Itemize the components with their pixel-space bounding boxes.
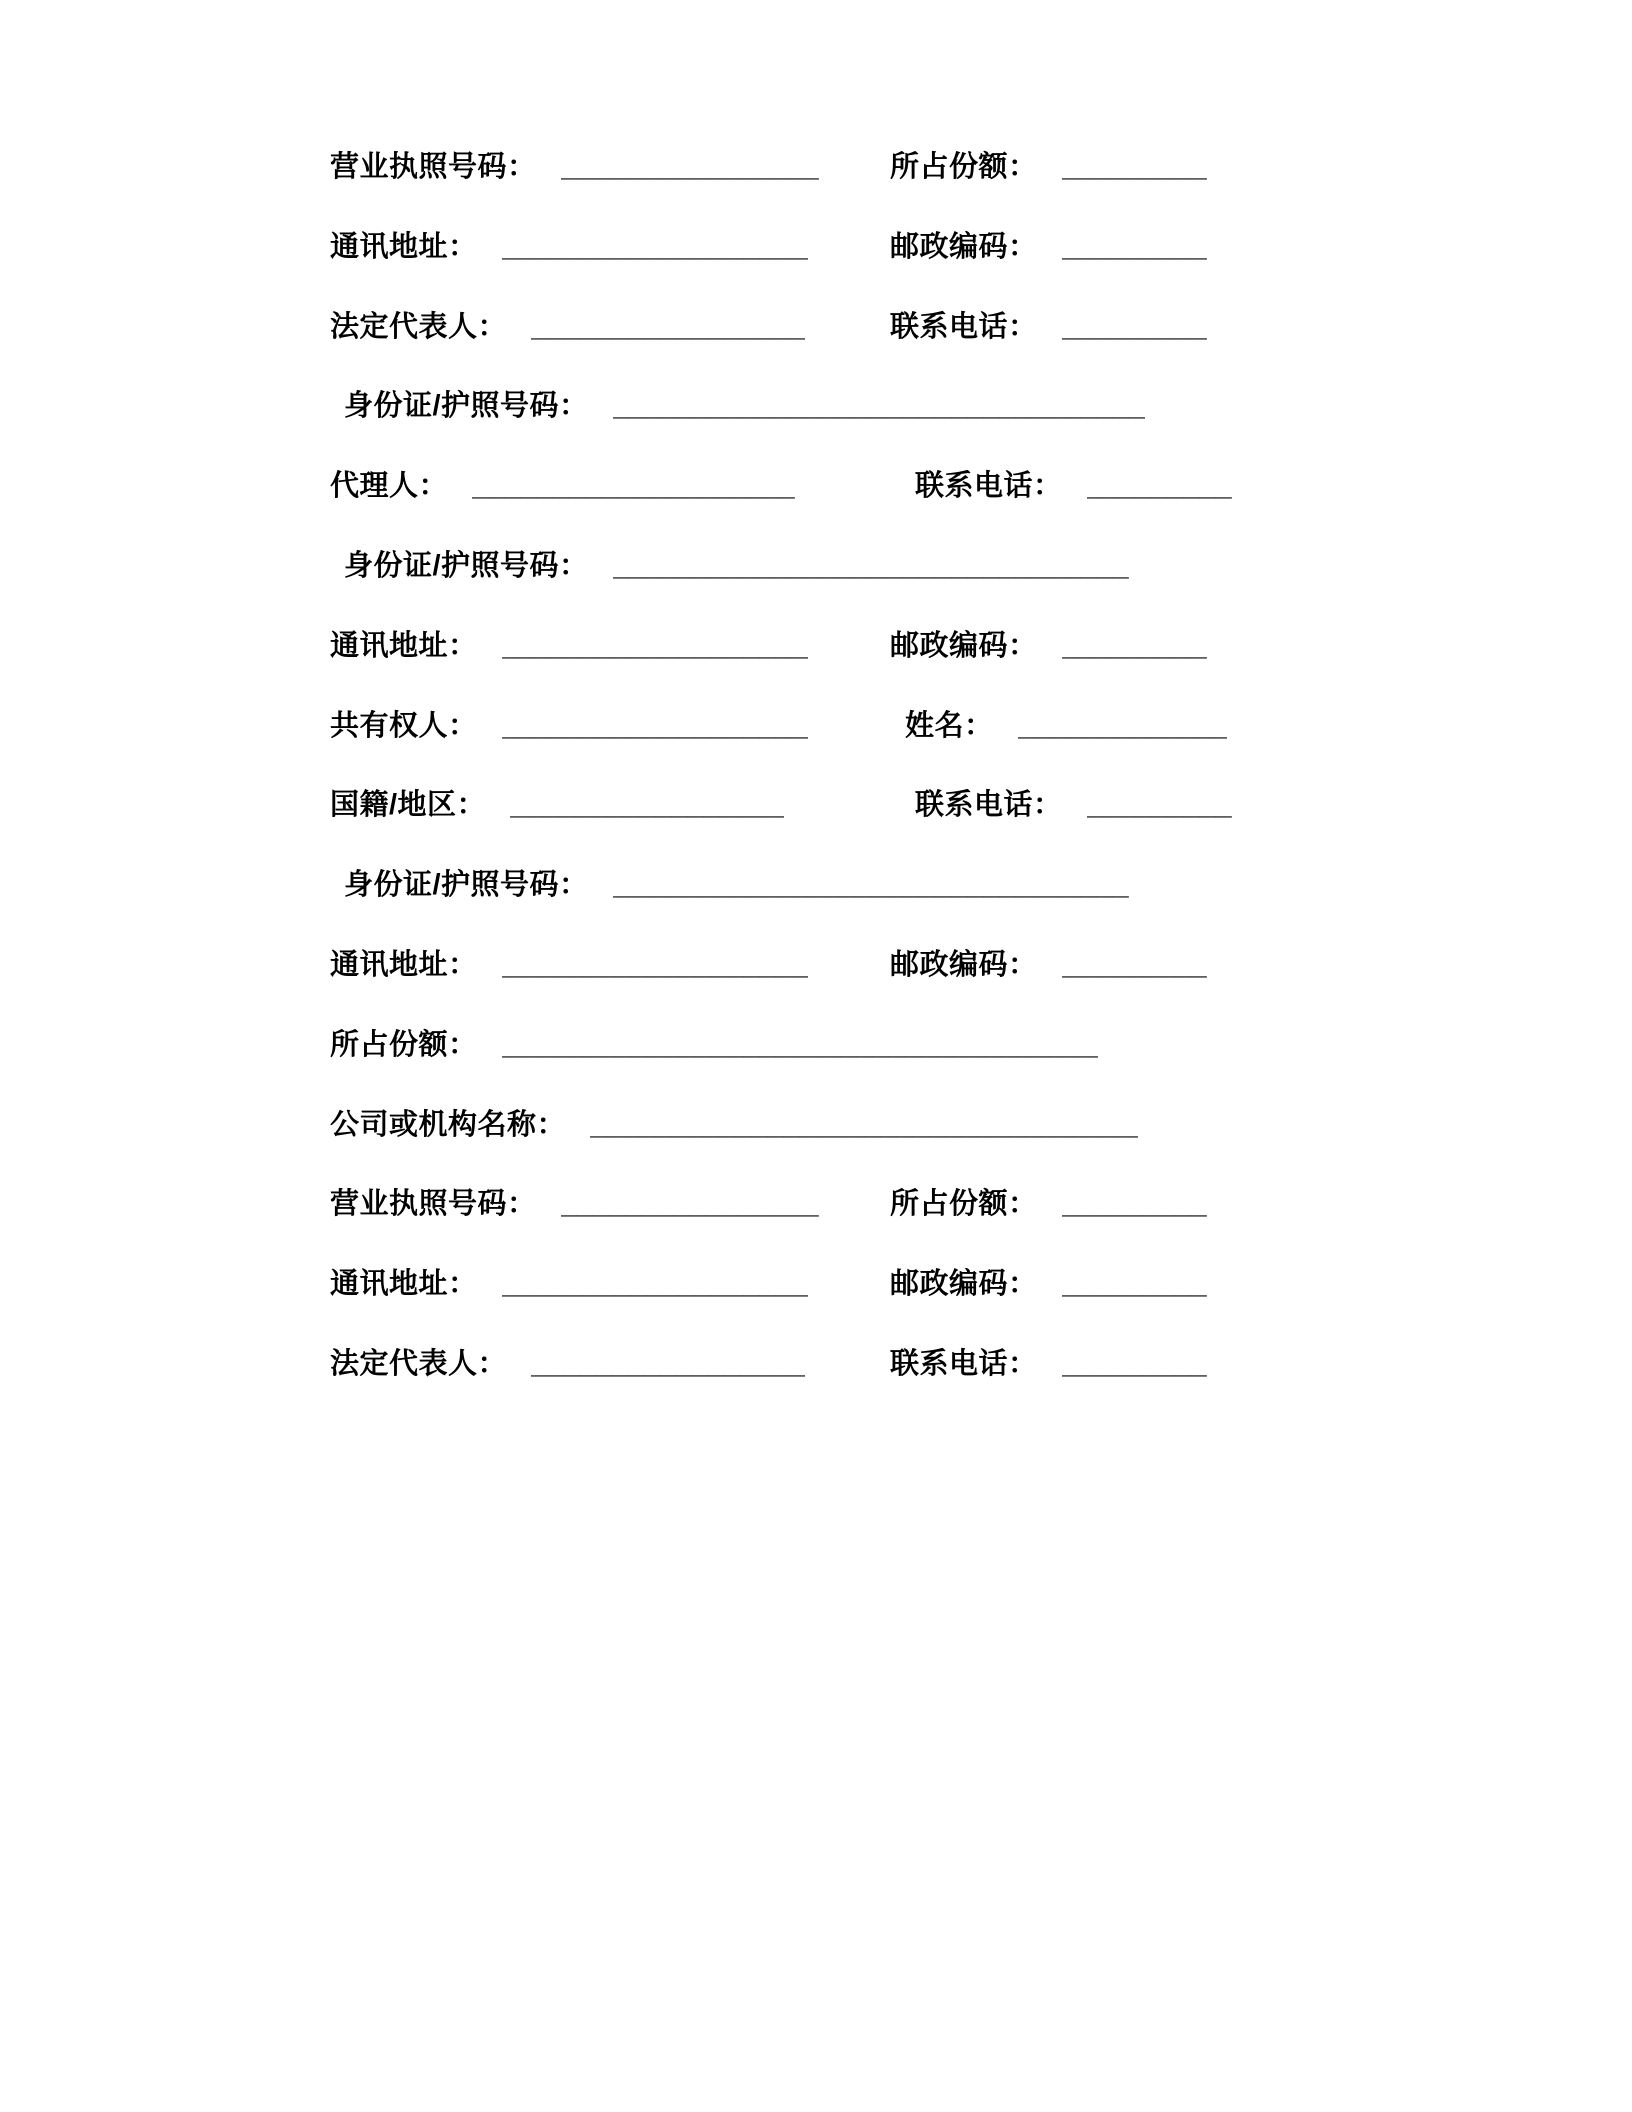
field-agent-name: [330, 469, 915, 504]
label-nationality-region: 国籍/地区：: [330, 789, 487, 822]
label-company-contact-phone: 联系电话：: [890, 1347, 1038, 1380]
form-row-business-license: [330, 150, 1462, 185]
form-row-legal-representative: [330, 310, 1462, 345]
field-co-owner-postal-code: [890, 948, 1207, 983]
label-co-owner: 共有权人：: [330, 709, 478, 742]
blank-agent-contact-phone[interactable]: _________: [1086, 470, 1232, 503]
blank-nationality-region[interactable]: _________________: [510, 789, 785, 822]
label-company-mailing-address: 通讯地址：: [330, 1268, 478, 1301]
field-co-owner: [330, 709, 905, 744]
label-agent-mailing-address: 通讯地址：: [330, 629, 478, 662]
field-agent-id-passport-number: [344, 549, 1129, 584]
form-row-company-mailing-address: [330, 1267, 1462, 1302]
field-company-mailing-address: [330, 1267, 890, 1302]
field-co-owner-id-passport-number: [344, 868, 1129, 903]
field-co-owner-contact-phone: [915, 788, 1232, 823]
label-id-passport-number: 身份证/护照号码：: [344, 390, 589, 423]
field-legal-representative: [330, 310, 890, 345]
label-postal-code: 邮政编码：: [890, 230, 1038, 263]
blank-co-owner-share-proportion[interactable]: _____________________________________: [501, 1028, 1099, 1061]
form-row-co-owner-share-proportion: [330, 1028, 1462, 1063]
field-nationality-region: [330, 788, 915, 823]
form-row-mailing-address: [330, 230, 1462, 265]
form-row-agent-id-passport: [330, 549, 1462, 584]
blank-company-business-license-number[interactable]: ________________: [560, 1188, 819, 1221]
label-legal-representative: 法定代表人：: [330, 310, 508, 343]
form-field-list: [330, 150, 1462, 1382]
form-row-agent: [330, 469, 1462, 504]
field-company-share-proportion: [890, 1187, 1207, 1222]
field-postal-code: [890, 230, 1207, 265]
blank-agent-name[interactable]: ____________________: [472, 470, 795, 503]
label-company-legal-representative: 法定代表人：: [330, 1347, 508, 1380]
label-co-owner-postal-code: 邮政编码：: [890, 948, 1038, 981]
field-agent-mailing-address: [330, 629, 890, 664]
label-share-proportion: 所占份额：: [890, 151, 1038, 183]
blank-co-owner-id-passport-number[interactable]: ________________________________: [612, 869, 1129, 902]
field-company-or-institution-name: [330, 1108, 1138, 1143]
label-company-share-proportion: 所占份额：: [890, 1188, 1038, 1221]
label-mailing-address: 通讯地址：: [330, 230, 478, 263]
blank-agent-id-passport-number[interactable]: ________________________________: [612, 549, 1129, 582]
label-co-owner-share-proportion: 所占份额：: [330, 1028, 478, 1061]
label-agent-id-passport-number: 身份证/护照号码：: [344, 549, 589, 582]
field-agent-postal-code: [890, 629, 1207, 664]
blank-company-share-proportion[interactable]: _________: [1061, 1188, 1207, 1221]
field-mailing-address: [330, 230, 890, 265]
form-row-company-name: [330, 1108, 1462, 1143]
field-company-contact-phone: [890, 1347, 1207, 1382]
form-row-co-owner-id-passport: [330, 868, 1462, 903]
blank-business-license-number[interactable]: ________________: [560, 151, 819, 183]
label-contact-phone: 联系电话：: [890, 310, 1038, 343]
field-co-owner-mailing-address: [330, 948, 890, 983]
blank-co-owner-contact-phone[interactable]: _________: [1086, 789, 1232, 822]
blank-id-passport-number[interactable]: _________________________________: [612, 390, 1145, 423]
form-row-id-passport: [330, 389, 1462, 424]
field-contact-phone: [890, 310, 1207, 345]
blank-co-owner-name[interactable]: _____________: [1017, 709, 1228, 742]
form-row-company-business-license: [330, 1187, 1462, 1222]
blank-legal-representative[interactable]: _________________: [531, 310, 806, 343]
form-row-co-owner-mailing-address: [330, 948, 1462, 983]
blank-company-postal-code[interactable]: _________: [1061, 1268, 1207, 1301]
blank-company-legal-representative[interactable]: _________________: [531, 1347, 806, 1380]
blank-mailing-address[interactable]: ___________________: [501, 230, 808, 263]
label-company-postal-code: 邮政编码：: [890, 1268, 1038, 1301]
blank-co-owner-mailing-address[interactable]: ___________________: [501, 948, 808, 981]
blank-agent-postal-code[interactable]: _________: [1061, 629, 1207, 662]
field-co-owner-share-proportion: [330, 1028, 1098, 1063]
field-agent-contact-phone: [915, 469, 1232, 504]
field-company-legal-representative: [330, 1347, 890, 1382]
blank-co-owner[interactable]: ___________________: [501, 709, 808, 742]
blank-agent-mailing-address[interactable]: ___________________: [501, 629, 808, 662]
label-co-owner-contact-phone: 联系电话：: [915, 789, 1063, 822]
form-row-co-owner: [330, 709, 1462, 744]
label-agent-contact-phone: 联系电话：: [915, 470, 1063, 503]
label-co-owner-mailing-address: 通讯地址：: [330, 948, 478, 981]
label-company-business-license-number: 营业执照号码：: [330, 1188, 537, 1221]
form-row-nationality: [330, 788, 1462, 823]
label-agent-name: 代理人：: [330, 470, 449, 503]
blank-share-proportion[interactable]: _________: [1061, 151, 1207, 183]
field-id-passport-number: [344, 389, 1145, 424]
blank-postal-code[interactable]: _________: [1061, 230, 1207, 263]
blank-company-contact-phone[interactable]: _________: [1061, 1347, 1207, 1380]
blank-contact-phone[interactable]: _________: [1061, 310, 1207, 343]
label-co-owner-name: 姓名：: [905, 709, 994, 742]
form-row-agent-mailing-address: [330, 629, 1462, 664]
label-co-owner-id-passport-number: 身份证/护照号码：: [344, 869, 589, 902]
field-share-proportion: [890, 150, 1207, 185]
field-company-postal-code: [890, 1267, 1207, 1302]
form-row-company-legal-representative: [330, 1347, 1462, 1382]
blank-co-owner-postal-code[interactable]: _________: [1061, 948, 1207, 981]
label-business-license-number: 营业执照号码：: [330, 151, 537, 183]
blank-company-mailing-address[interactable]: ___________________: [501, 1268, 808, 1301]
label-agent-postal-code: 邮政编码：: [890, 629, 1038, 662]
field-business-license-number: [330, 150, 890, 185]
blank-company-or-institution-name[interactable]: __________________________________: [590, 1108, 1139, 1141]
field-co-owner-name: [905, 709, 1227, 744]
label-company-or-institution-name: 公司或机构名称：: [330, 1108, 567, 1141]
field-company-business-license-number: [330, 1187, 890, 1222]
